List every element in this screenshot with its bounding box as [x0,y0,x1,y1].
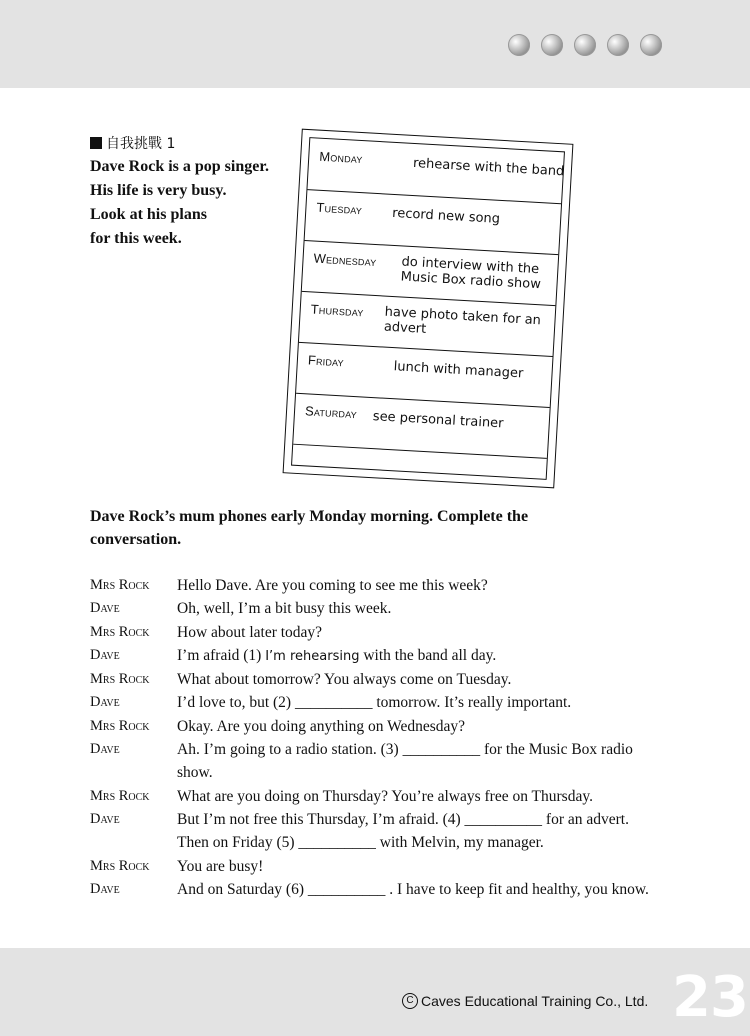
section-label-text: 自我挑戰 1 [106,136,176,152]
dialogue [90,574,650,901]
decorative-dots [508,34,662,56]
speech-text: How about later today? [177,623,323,641]
dialogue-line [90,878,650,901]
speaker-name: Dave [90,880,120,897]
dialogue-line [90,808,650,855]
day-label: Wednesday [313,250,377,270]
speaker-name: Dave [90,810,120,827]
day-label: Saturday [304,403,358,422]
black-square-icon [90,137,102,149]
dialogue-line [90,621,650,644]
dialogue-line [90,644,650,668]
speaker-name: Dave [90,646,120,663]
copyright-text: Caves Educational Training Co., Ltd. [421,993,649,1009]
header-band [0,0,750,88]
dot-icon [541,34,563,56]
page-number: 23 [672,965,748,1030]
day-label: Monday [318,148,364,167]
example-answer: I’m rehearsing [265,648,360,664]
speaker-name: Mrs Rock [90,623,150,640]
speaker-name: Mrs Rock [90,857,150,874]
dot-icon [508,34,530,56]
speaker-name: Mrs Rock [90,717,150,734]
day-label: Thursday [310,301,365,320]
dialogue-line [90,668,650,691]
plan-text: lunch with manager [393,359,524,382]
speech-text: But I’m not free this Thursday, I’m afraid. (4) __________ for an advert. Then on Friday (5) __________ with Melvin, my manager. [177,810,629,852]
speaker-name: Dave [90,600,120,617]
day-label: Tuesday [316,199,363,218]
speech-text: Ah. I’m going to a radio station. (3) __________ for the Music Box radio show. [177,741,633,782]
dialogue-line [90,597,650,620]
speech-text: Hello Dave. Are you coming to see me this week? [177,577,488,594]
speech-text: And on Saturday (6) __________ . I have to keep fit and healthy, you know. [177,880,649,898]
plan-text: do interview with the Music Box radio show [400,254,542,293]
planner-inner [291,137,565,480]
dot-icon [607,34,629,56]
footer-band [0,948,750,1036]
intro-line: Dave Rock is a pop singer. [90,158,269,175]
speech-pre: I’m afraid (1) [177,646,266,664]
plan-text: have photo taken for an advert [383,304,542,337]
speaker-name: Dave [90,741,120,758]
section-label [90,133,175,153]
speech-text [177,644,650,668]
speaker-name: Mrs Rock [90,787,150,804]
speech-post: with the band all day. [359,646,497,664]
speaker-name: Mrs Rock [90,577,150,593]
speaker-name: Mrs Rock [90,671,150,688]
dialogue-line [90,785,650,808]
weekly-planner [283,129,574,489]
dialogue-line [90,574,650,597]
dialogue-line [90,715,650,738]
speech-text: I’d love to, but (2) __________ tomorrow. It’s really important. [177,694,572,712]
plan-text: see personal trainer [372,409,504,432]
intro-text [90,155,295,251]
speech-text: Okay. Are you doing anything on Wednesday? [177,717,466,735]
intro-line: His life is very busy. [90,182,227,199]
speech-text: What about tomorrow? You always come on Tuesday. [177,671,512,689]
intro-line: for this week. [90,230,182,247]
dot-icon [574,34,596,56]
planner-card [283,129,574,489]
dialogue-line [90,738,650,785]
dialogue-line [90,855,650,878]
intro-line: Look at his plans [90,206,207,223]
speech-text: Oh, well, I’m a bit busy this week. [177,600,392,618]
exercise-instruction: Dave Rock’s mum phones early Monday morning. Complete the conversation. [90,508,529,548]
copyright [402,993,648,1009]
plan-text: record new song [391,205,501,227]
speaker-name: Dave [90,694,120,711]
dot-icon [640,34,662,56]
day-label: Friday [307,352,345,370]
copyright-icon: C [402,993,418,1009]
speech-text: You are busy! [177,857,264,875]
dialogue-line [90,691,650,714]
speech-text: What are you doing on Thursday? You’re always free on Thursday. [177,787,593,805]
plan-text: rehearse with the band [412,155,565,180]
